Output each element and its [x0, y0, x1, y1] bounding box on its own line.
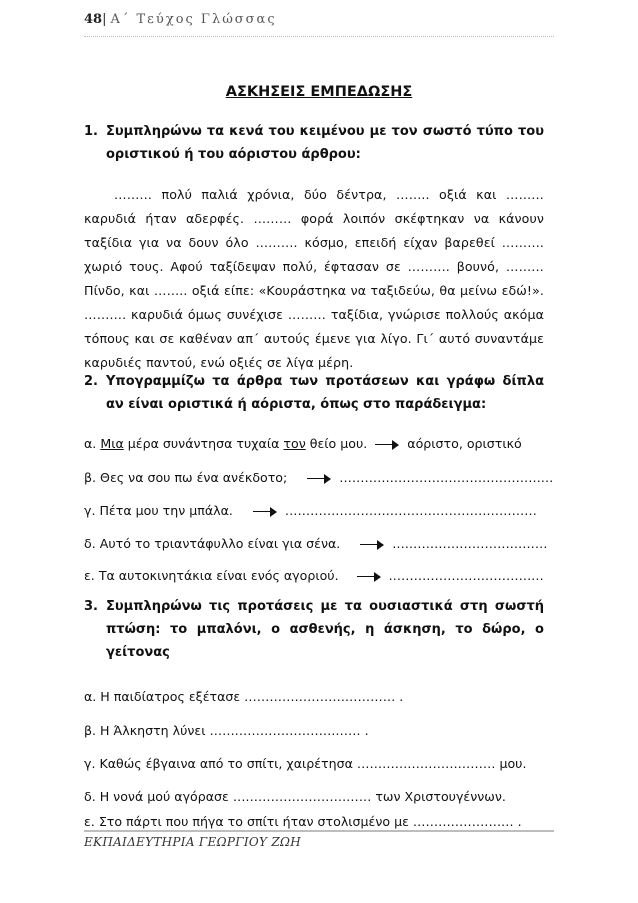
exercise-2-item [84, 469, 554, 487]
arrow-right-icon [307, 474, 331, 484]
footer-divider [84, 830, 554, 832]
example-prefix: α. [84, 436, 97, 451]
exercise-3-instruction [84, 595, 544, 664]
exercise-2-item-text: γ. Πέτα μου την μπάλα. [84, 503, 233, 518]
exercise-2-item-text: β. Θες να σου πω ένα ανέκδοτο; [84, 470, 288, 485]
example-article-1: Μια [100, 436, 124, 451]
exercise-3-item[interactable]: ε. Στο πάρτι που πήγα το σπίτι ήταν στολισμένο με …………………… . [84, 814, 522, 829]
exercise-2-item-text: ε. Τα αυτοκινητάκια είναι ενός αγοριού. [84, 568, 339, 583]
exercise-2-text: Υπογραμμίζω τα άρθρα των προτάσεων και γράφω δίπλα αν είναι οριστικά ή αόριστα, όπως στο παράδειγμα: [106, 374, 544, 412]
exercise-2-item-blank[interactable]: …………………………………………………… [284, 503, 537, 518]
exercise-3-number: 3. [84, 599, 98, 614]
page-title: ΑΣΚΗΣΕΙΣ ΕΜΠΕΔΩΣΗΣ [225, 84, 413, 100]
header-divider [84, 36, 554, 38]
exercise-3-item[interactable]: γ. Καθώς έβγαινα από το σπίτι, χαιρέτησα …………………………… μου. [84, 756, 527, 771]
arrow-right-icon [375, 440, 399, 450]
exercise-2-item [84, 535, 554, 553]
example-article-2: τον [283, 436, 306, 451]
exercise-1-instruction [84, 120, 544, 166]
exercise-3-item[interactable]: δ. Η νονά μού αγόρασε …………………………… των Χριστουγέννων. [84, 789, 506, 804]
exercise-2-item-blank[interactable]: .……………………………… [388, 568, 544, 583]
exercise-2-number: 2. [84, 374, 98, 389]
exercise-1-passage [84, 183, 544, 375]
exercise-3-text: Συμπληρώνω τις προτάσεις με τα ουσιαστικά στη σωστή πτώση: το μπαλόνι, ο ασθενής, η άσκηση, το δώρο, ο γείτονας [106, 599, 544, 660]
exercise-3-item[interactable]: β. Η Άλκηστη λύνει ……………………………… . [84, 723, 369, 738]
exercise-2-item [84, 502, 554, 520]
exercise-2-example [84, 435, 554, 453]
exercise-1-number: 1. [84, 124, 98, 139]
header-separator: | [102, 12, 107, 27]
example-rest: θείο μου. [309, 436, 368, 451]
exercise-1-text: Συμπληρώνω τα κενά του κειμένου με τον σωστό τύπο του οριστικού ή του αόριστου άρθρου: [106, 124, 544, 162]
exercise-3-item[interactable]: α. Η παιδίατρος εξέτασε ……………………………… . [84, 689, 404, 704]
exercise-2-item-text: δ. Αυτό το τριαντάφυλλο είναι για σένα. [84, 536, 341, 551]
exercise-2-item-blank[interactable]: .……………………………… [392, 536, 548, 551]
page-header [84, 12, 554, 36]
example-answer: αόριστο, οριστικό [407, 436, 522, 451]
exercise-2-item-blank[interactable]: …………………………………………… [339, 470, 554, 485]
page-footer: ΕΚΠΑΙΔΕΥΤΗΡΙΑ ΓΕΩΡΓΙΟΥ ΖΩΗ [84, 835, 302, 849]
page-number: 48 [84, 12, 103, 27]
arrow-right-icon [253, 507, 277, 517]
book-title: Α΄ Τεύχος Γλώσσας [110, 12, 277, 27]
arrow-right-icon [357, 572, 381, 582]
example-middle: μέρα συνάντησα τυχαία [127, 436, 280, 451]
exercise-2-item [84, 567, 554, 585]
exercise-2-instruction [84, 370, 544, 416]
exercise-1-passage-text: ……… πολύ παλιά χρόνια, δύο δέντρα, …….. οξιά και ……… καρυδιά ήταν αδερφές. ……… φορά λοιπόν σκέφτηκαν να κάνουν ταξίδια για να δουν όλο ………. κόσμο, επειδή είχαν βαρεθεί ………. χωριό τους. Αφού ταξίδεψαν πολύ, έφτασαν σε ………. βουνό, ……… Πίνδο, και …….. οξιά είπε: «Κουράστηκα να ταξιδεύω, θα μείνω εδώ!». ………. καρυδιά όμως συνέχισε ……… ταξίδια, γνώρισε πολλούς ακόμα τόπους και σε καθέναν απ΄ αυτούς έμενε για λίγο. Γι΄ αυτό συναντάμε καρυδιές παντού, ενώ οξιές σε λίγα μέρη. [84, 187, 544, 370]
arrow-right-icon [360, 540, 384, 550]
